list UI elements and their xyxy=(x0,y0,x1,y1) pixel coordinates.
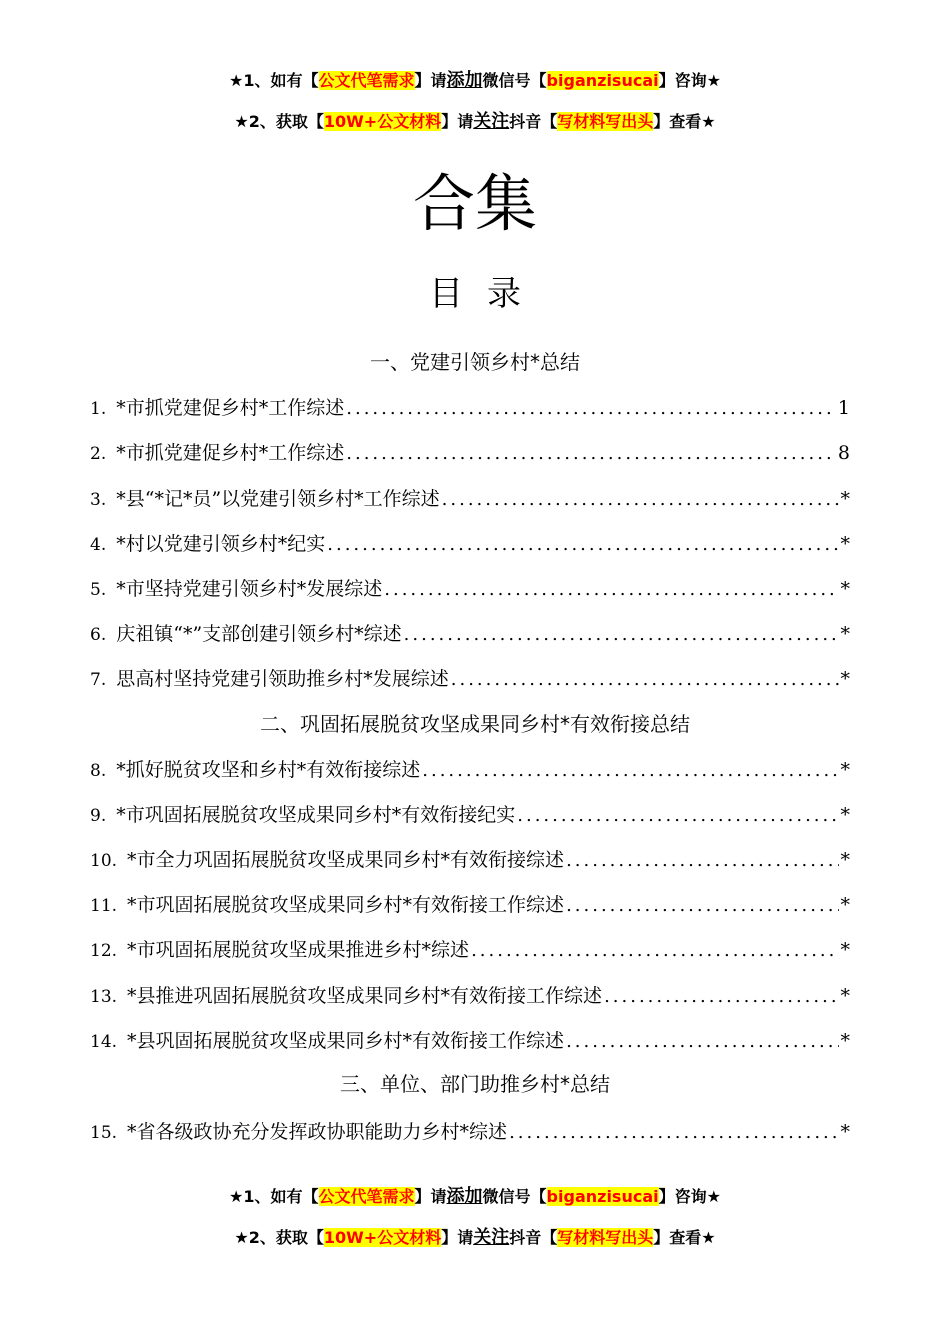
promo-highlight: 公文代笔需求 xyxy=(318,1187,415,1206)
toc-title: *县“*记*员”以党建引领乡村*工作综述 xyxy=(116,488,440,510)
toc-entry[interactable] xyxy=(90,574,850,604)
toc-title: *市抓党建促乡村*工作综述 xyxy=(116,442,345,464)
toc-entry[interactable] xyxy=(90,1026,850,1056)
promo-text: 】查看★ xyxy=(653,1228,716,1247)
toc-title: *市巩固拓展脱贫攻坚成果推进乡村*综述 xyxy=(127,939,470,961)
toc-leader xyxy=(422,756,838,786)
promo-highlight: 10W+公文材料 xyxy=(323,112,442,131)
section-heading-1: 一、党建引领乡村*总结 xyxy=(370,350,580,374)
toc-title: 思高村坚持党建引领助推乡村*发展综述 xyxy=(116,668,449,690)
toc-number: 7. xyxy=(90,670,107,690)
toc-number: 14. xyxy=(90,1032,118,1052)
toc-entry[interactable] xyxy=(90,890,850,920)
promo-text: 抖音【 xyxy=(509,1228,558,1247)
toc-title: *市坚持党建引领乡村*发展综述 xyxy=(116,578,383,600)
toc-number: 2. xyxy=(90,444,107,464)
toc-entry[interactable] xyxy=(90,800,850,830)
promo-emphasis: 关注 xyxy=(473,111,510,132)
toc-leader xyxy=(346,394,836,424)
toc-entry[interactable] xyxy=(90,529,850,559)
promo-text: 】咨询★ xyxy=(658,1187,721,1206)
toc-number: 3. xyxy=(90,490,107,510)
promo-text: 】请 xyxy=(441,1228,474,1247)
promo-text: 】查看★ xyxy=(653,112,716,131)
promo-text: 微信号【 xyxy=(482,1187,547,1206)
promo-text: 】咨询★ xyxy=(658,71,721,90)
toc-page: * xyxy=(840,578,850,600)
promo-emphasis: 添加 xyxy=(446,1186,483,1207)
toc-title: *县巩固拓展脱贫攻坚成果同乡村*有效衔接工作综述 xyxy=(127,1030,565,1052)
toc-page: 8 xyxy=(837,442,850,464)
promo-line-bottom-2 xyxy=(0,1227,950,1249)
toc-page: * xyxy=(840,488,850,510)
toc-leader xyxy=(451,665,839,695)
toc-title: *市全力巩固拓展脱贫攻坚成果同乡村*有效衔接综述 xyxy=(127,849,565,871)
promo-text: ★1、如有【 xyxy=(229,71,319,90)
toc-title: 庆祖镇“*”支部创建引领乡村*综述 xyxy=(116,623,402,645)
toc-leader xyxy=(471,936,838,966)
toc-page: * xyxy=(840,668,850,690)
toc-leader xyxy=(327,530,838,560)
toc-page: * xyxy=(840,1030,850,1052)
promo-highlight: 公文代笔需求 xyxy=(318,71,415,90)
toc-leader xyxy=(566,1027,838,1057)
toc-leader xyxy=(566,846,838,876)
toc-page: * xyxy=(840,985,850,1007)
toc-number: 15. xyxy=(90,1123,118,1143)
promo-line-bottom-1 xyxy=(0,1186,950,1208)
toc-leader xyxy=(442,485,839,515)
toc-title: *市巩固拓展脱贫攻坚成果同乡村*有效衔接工作综述 xyxy=(127,894,565,916)
toc-number: 9. xyxy=(90,806,107,826)
promo-text: ★2、获取【 xyxy=(234,112,324,131)
promo-text: ★1、如有【 xyxy=(229,1187,319,1206)
toc-page: 1 xyxy=(837,397,850,419)
promo-text: 抖音【 xyxy=(509,112,558,131)
promo-text: 】请 xyxy=(414,1187,447,1206)
toc-leader xyxy=(384,575,838,605)
toc-number: 10. xyxy=(90,851,118,871)
toc-page: * xyxy=(840,849,850,871)
toc-number: 6. xyxy=(90,625,107,645)
promo-douyin-id: 写材料写出头 xyxy=(557,1228,654,1247)
toc-number: 4. xyxy=(90,535,107,555)
toc-leader xyxy=(517,801,838,831)
toc-title: *县推进巩固拓展脱贫攻坚成果同乡村*有效衔接工作综述 xyxy=(127,985,603,1007)
toc-page: * xyxy=(840,533,850,555)
section-heading-2: 二、巩固拓展脱贫攻坚成果同乡村*有效衔接总结 xyxy=(260,712,690,736)
promo-highlight: 10W+公文材料 xyxy=(323,1228,442,1247)
toc-entry[interactable] xyxy=(90,755,850,785)
toc-title: *市巩固拓展脱贫攻坚成果同乡村*有效衔接纪实 xyxy=(116,804,516,826)
toc-page: * xyxy=(840,894,850,916)
toc-leader xyxy=(346,439,836,469)
section-heading-3: 三、单位、部门助推乡村*总结 xyxy=(340,1072,610,1096)
toc-title: *抓好脱贫攻坚和乡村*有效衔接综述 xyxy=(116,759,421,781)
promo-douyin-id: 写材料写出头 xyxy=(557,112,654,131)
toc-entry[interactable] xyxy=(90,664,850,694)
toc-entry[interactable] xyxy=(90,981,850,1011)
promo-emphasis: 关注 xyxy=(473,1227,510,1248)
toc-number: 11. xyxy=(90,896,118,916)
toc-leader xyxy=(404,620,839,650)
toc-number: 5. xyxy=(90,580,107,600)
toc-entry[interactable] xyxy=(90,1117,850,1147)
toc-title: *省各级政协充分发挥政协职能助力乡村*综述 xyxy=(127,1121,508,1143)
toc-entry[interactable] xyxy=(90,438,850,468)
toc-number: 12. xyxy=(90,941,118,961)
toc-number: 8. xyxy=(90,761,107,781)
toc-number: 1. xyxy=(90,399,107,419)
toc-entry[interactable] xyxy=(90,935,850,965)
promo-text: 微信号【 xyxy=(482,71,547,90)
promo-line-top-1 xyxy=(0,70,950,92)
toc-number: 13. xyxy=(90,987,118,1007)
toc-heading: 目录 xyxy=(429,274,545,314)
promo-wechat-id: biganzisucai xyxy=(546,71,659,90)
toc-page: * xyxy=(840,1121,850,1143)
promo-wechat-id: biganzisucai xyxy=(546,1187,659,1206)
promo-text: 】请 xyxy=(414,71,447,90)
toc-leader xyxy=(604,982,838,1012)
promo-emphasis: 添加 xyxy=(446,70,483,91)
toc-page: * xyxy=(840,759,850,781)
promo-text: 】请 xyxy=(441,112,474,131)
toc-title: *市抓党建促乡村*工作综述 xyxy=(116,397,345,419)
toc-entry[interactable] xyxy=(90,845,850,875)
toc-page: * xyxy=(840,623,850,645)
toc-page: * xyxy=(840,939,850,961)
promo-line-top-2 xyxy=(0,111,950,133)
toc-entry[interactable] xyxy=(90,393,850,423)
promo-text: ★2、获取【 xyxy=(234,1228,324,1247)
toc-title: *村以党建引领乡村*纪实 xyxy=(116,533,326,555)
toc-leader xyxy=(509,1118,838,1148)
page-title: 合集 xyxy=(412,167,537,240)
toc-leader xyxy=(566,891,838,921)
toc-page: * xyxy=(840,804,850,826)
toc-entry[interactable] xyxy=(90,484,850,514)
toc-entry[interactable] xyxy=(90,619,850,649)
